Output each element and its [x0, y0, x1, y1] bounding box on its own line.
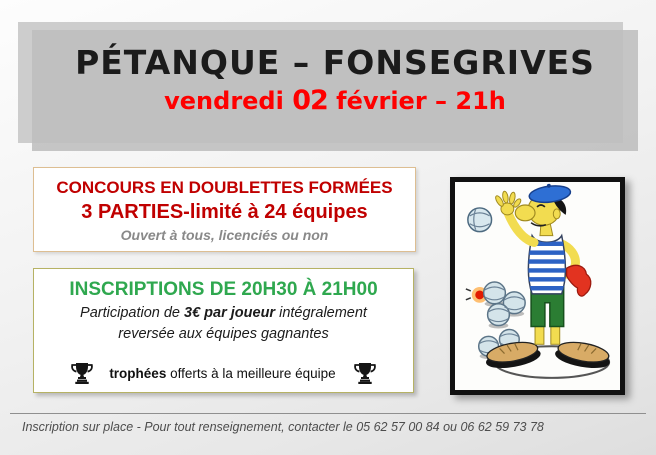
trophy-icon	[69, 360, 95, 386]
event-title: PÉTANQUE – FONSEGRIVES	[75, 43, 595, 82]
participation-line2: reversée aux équipes gagnantes	[118, 326, 329, 342]
participation-line1	[34, 303, 413, 324]
inscriptions-heading: INSCRIPTIONS DE 20H30 À 21H00	[69, 279, 378, 300]
trophy-text-rest: offerts à la meilleure équipe	[166, 365, 336, 381]
concours-box	[33, 167, 416, 252]
trophy-text	[109, 366, 335, 381]
participation-prefix: Participation de	[80, 305, 185, 321]
footer-divider	[10, 413, 646, 414]
participation-amount: 3€ par joueur	[184, 305, 276, 321]
event-date-day: 02	[292, 85, 328, 116]
footer-contact-text: Inscription sur place - Pour tout renseignement, contacter le 05 62 57 00 84 ou 06 62 59 73 78	[22, 420, 544, 434]
event-date	[32, 85, 638, 116]
concours-subheading: 3 PARTIES-limité à 24 équipes	[81, 201, 368, 223]
event-banner	[32, 30, 638, 151]
trophy-text-bold: trophées	[109, 365, 167, 381]
trophy-row	[34, 360, 413, 386]
event-date-suffix: février – 21h	[327, 87, 506, 115]
petanque-player-image	[450, 177, 625, 395]
concours-note: Ouvert à tous, licenciés ou non	[120, 227, 329, 243]
trophy-icon	[352, 360, 378, 386]
inscriptions-box	[33, 268, 414, 393]
event-date-prefix: vendredi	[164, 87, 293, 115]
participation-suffix: intégralement	[275, 305, 367, 321]
concours-heading: CONCOURS EN DOUBLETTES FORMÉES	[56, 178, 393, 197]
petanque-player-cartoon-icon	[455, 182, 620, 390]
